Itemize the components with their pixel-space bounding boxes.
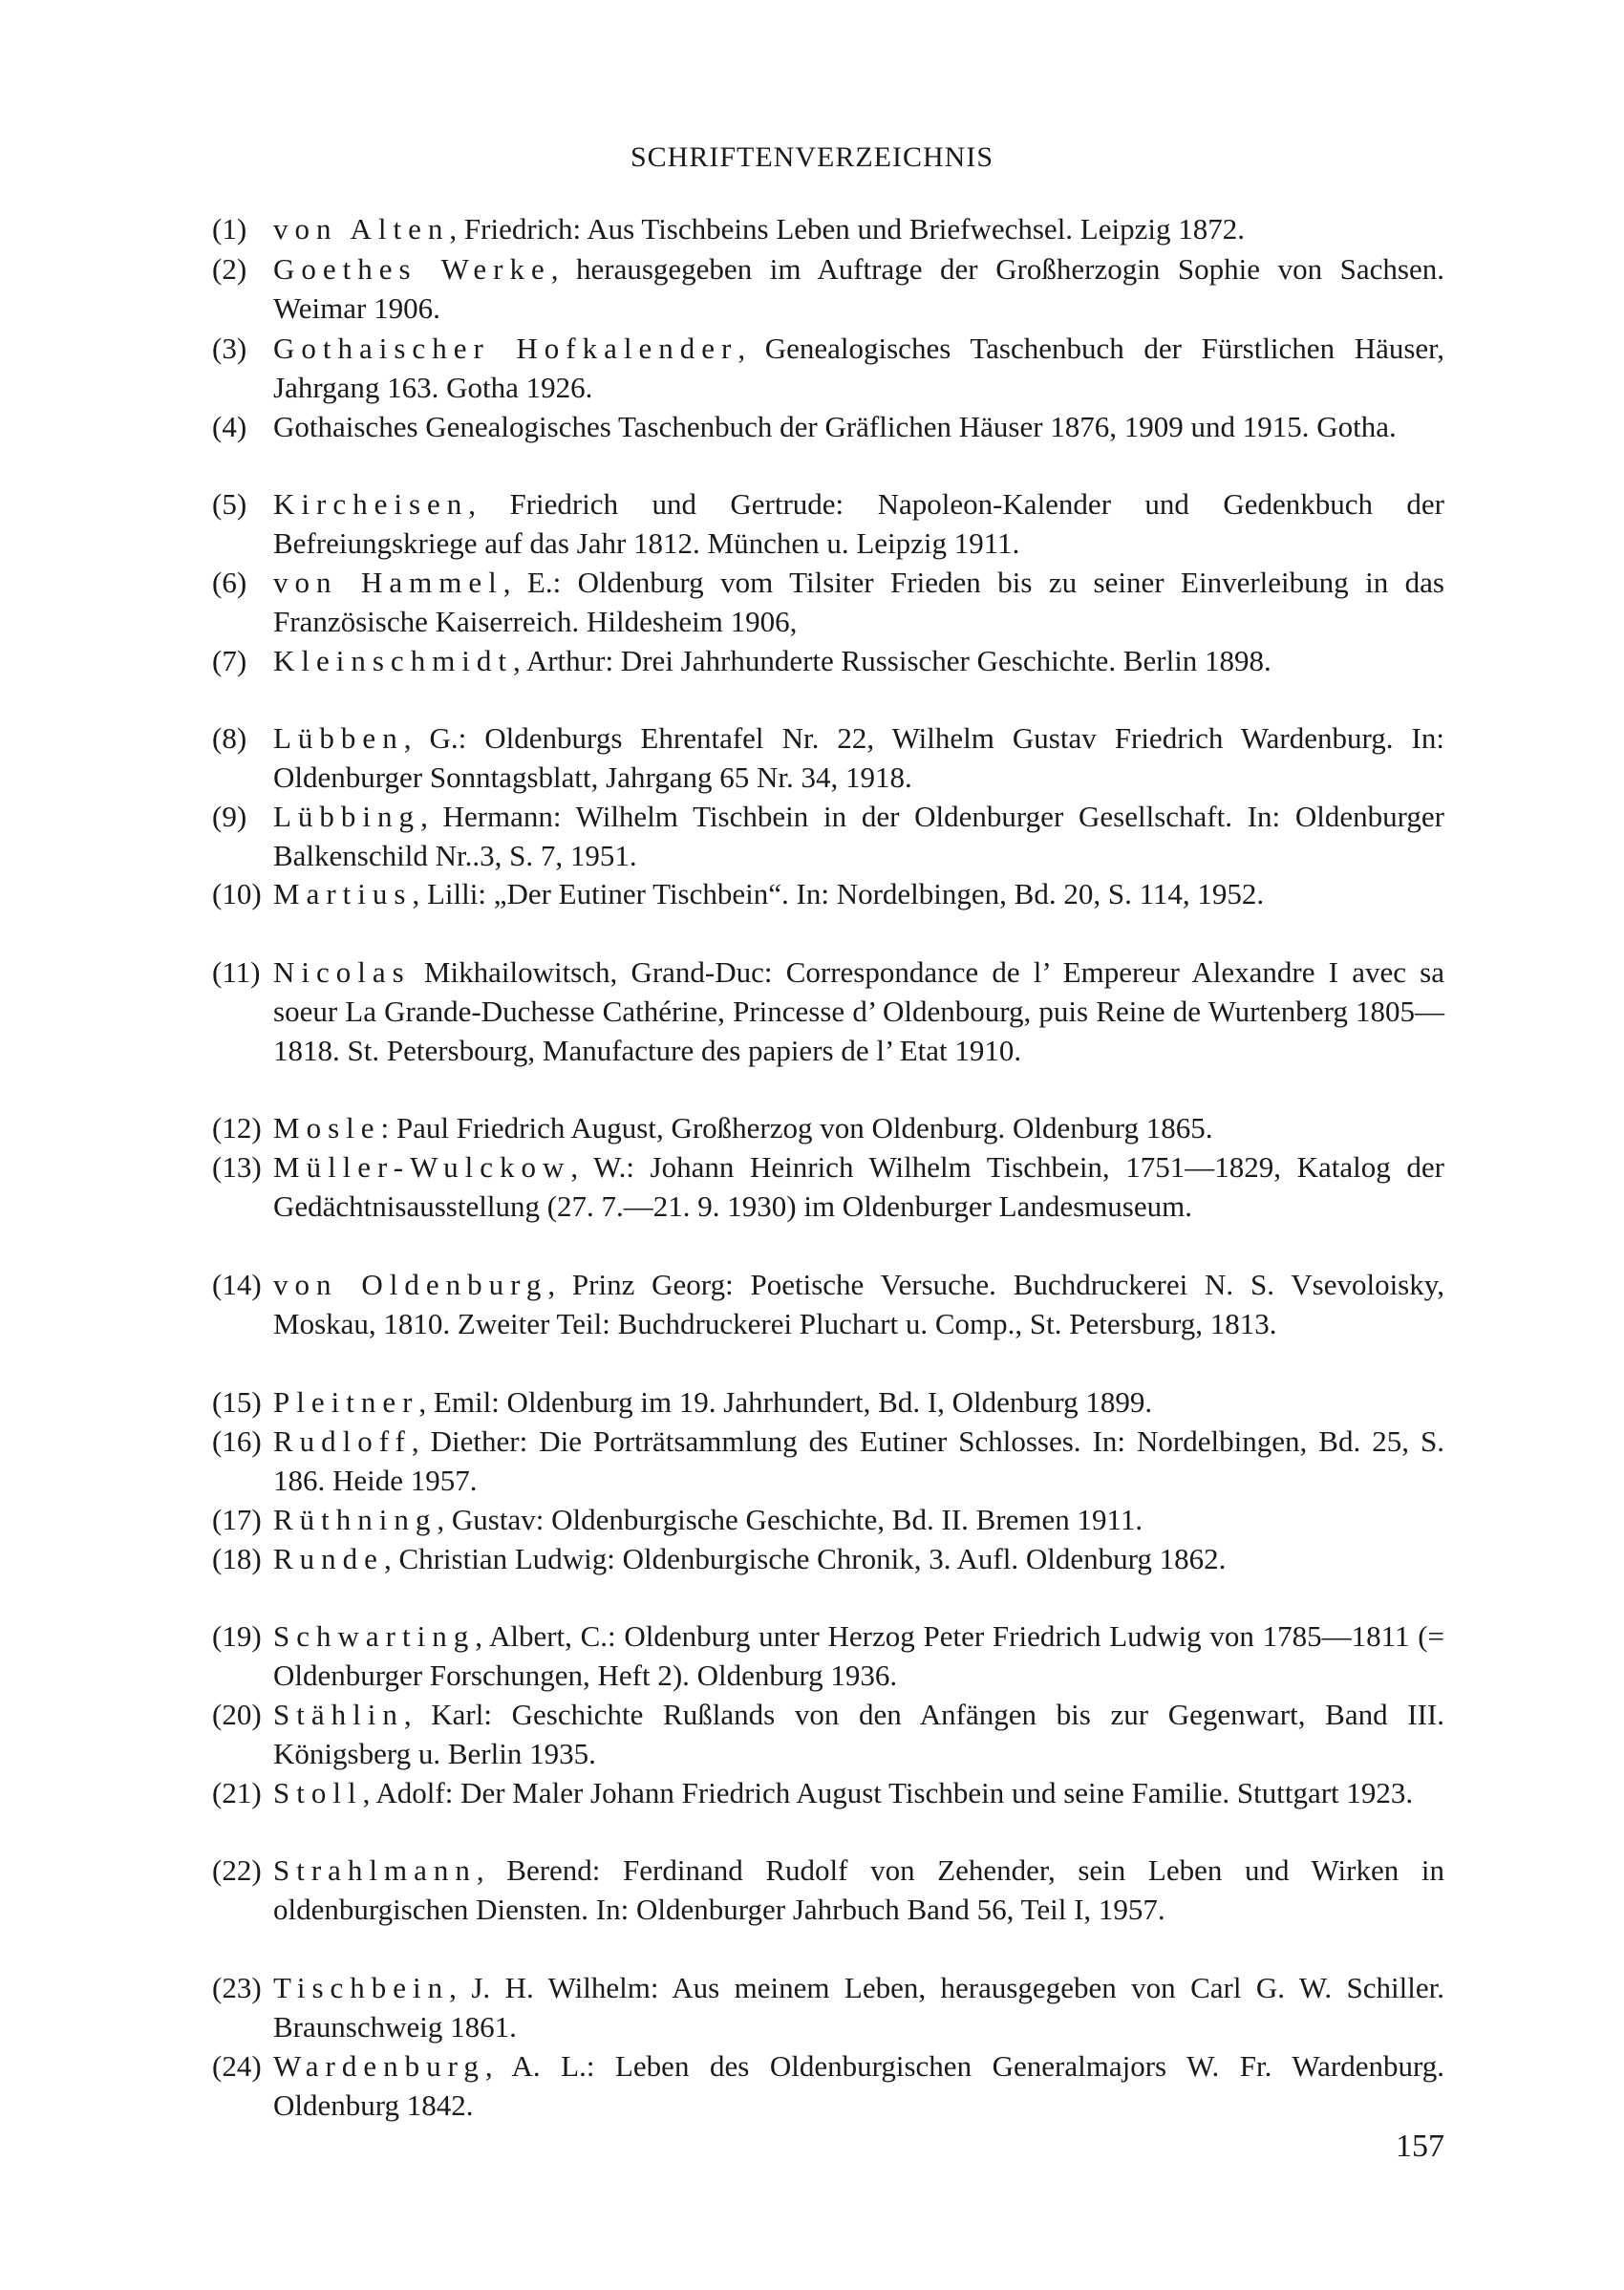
reference-author: Mosle [273,1111,381,1145]
reference-author: Kleinschmidt [273,644,514,677]
reference-item [212,718,1444,797]
reference-item [212,641,1444,680]
reference-detail: , E.: Oldenburg vom Tilsiter Frieden bis zu seiner Einverleibung in das Französische Kaiserreich. Hildesheim 1906, [273,566,1444,638]
reference-text [273,329,1444,407]
reference-item [212,1108,1444,1147]
reference-detail: , W.: Johann Heinrich Wilhelm Tischbein, 1751—1829, Katalog der Gedächtnisausstellung (27. 7.—21. 9. 1930) im Oldenburger Landesmuseum. [273,1150,1444,1223]
reference-detail: , G.: Oldenburgs Ehrentafel Nr. 22, Wilhelm Gustav Friedrich Wardenburg. In: Oldenburger Sonntagsblatt, Jahrgang 65 Nr. 34, 1918. [273,721,1444,794]
reference-text [273,641,1444,680]
reference-number: (13) [212,1150,262,1184]
reference-number: (20) [212,1698,262,1731]
reference-number: (6) [212,566,247,599]
reference-text [273,1695,1444,1773]
reference-number: (3) [212,332,247,365]
reference-detail: , Friedrich und Gertrude: Napoleon-Kalender und Gedenkbuch der Befreiungskriege auf das Jahr 1812. München u. Leipzig 1911. [273,487,1444,560]
reference-item [212,1382,1444,1422]
reference-text [273,1265,1444,1343]
reference-detail: , Friedrich: Aus Tischbeins Leben und Briefwechsel. Leipzig 1872. [449,212,1245,246]
reference-item [212,1851,1444,1929]
reference-item [212,952,1444,1070]
page-number: 157 [1396,2129,1444,2164]
reference-text [273,1968,1444,2046]
reference-text [273,1108,1444,1147]
reference-text [273,1422,1444,1500]
reference-item [212,1968,1444,2046]
reference-author: Schwarting [273,1619,476,1653]
reference-item [212,2046,1444,2125]
reference-detail: , Albert, C.: Oldenburg unter Herzog Peter Friedrich Ludwig von 1785—1811 (= Oldenburger Forschungen, Heft 2). Oldenburg 1936. [273,1619,1444,1692]
reference-text [273,1616,1444,1695]
reference-author: von Hammel [273,566,503,599]
reference-number: (11) [212,955,261,989]
reference-item [212,249,1444,328]
reference-detail: , Christian Ludwig: Oldenburgische Chronik, 3. Aufl. Oldenburg 1862. [383,1542,1227,1575]
reference-author: Lübbing [273,800,421,833]
reference-number: (4) [212,410,247,443]
reference-item [212,1147,1444,1226]
reference-number: (12) [212,1111,262,1145]
reference-text [273,407,1444,446]
reference-number: (16) [212,1424,262,1458]
reference-detail: , Lilli: „Der Eutiner Tischbein“. In: Nordelbingen, Bd. 20, S. 114, 1952. [412,877,1265,910]
reference-number: (22) [212,1853,262,1887]
reference-author: Rüthning [273,1503,438,1536]
reference-number: (10) [212,877,262,910]
reference-detail: , Emil: Oldenburg im 19. Jahrhundert, Bd. I, Oldenburg 1899. [418,1385,1153,1419]
reference-author: Pleitner [273,1385,419,1419]
reference-author: Stoll [273,1776,363,1809]
reference-detail: , Gustav: Oldenburgische Geschichte, Bd. II. Bremen 1911. [437,1503,1143,1536]
reference-author: Lübben [273,721,404,755]
reference-item [212,563,1444,641]
reference-item [212,797,1444,875]
reference-detail: , Diether: Die Porträtsammlung des Eutiner Schlosses. In: Nordelbingen, Bd. 25, S. 186. Heide 1957. [273,1424,1444,1497]
reference-number: (17) [212,1503,262,1536]
reference-item [212,407,1444,446]
reference-author: Stählin [273,1698,404,1731]
reference-detail: , Adolf: Der Maler Johann Friedrich August Tischbein und seine Familie. Stuttgart 1923. [362,1776,1414,1809]
reference-author: Tischbein [273,1971,450,2004]
reference-author: Goethes Werke [273,252,551,286]
reference-author: Martius [273,877,413,910]
reference-author: von Alten [273,212,450,246]
reference-text [273,1851,1444,1929]
reference-text [273,1382,1444,1422]
reference-number: (24) [212,2049,262,2083]
reference-text [273,1147,1444,1226]
reference-item [212,1265,1444,1343]
reference-text [273,2046,1444,2125]
reference-item [212,1539,1444,1578]
reference-text [273,718,1444,797]
reference-number: (8) [212,721,247,755]
reference-detail: , Hermann: Wilhelm Tischbein in der Oldenburger Gesellschaft. In: Oldenburger Balkenschild Nr..3, S. 7, 1951. [273,800,1444,872]
reference-detail: , Genealogisches Taschenbuch der Fürstlichen Häuser, Jahrgang 163. Gotha 1926. [273,332,1445,404]
reference-number: (15) [212,1385,262,1419]
reference-number: (5) [212,487,247,521]
reference-item [212,484,1444,563]
reference-number: (21) [212,1776,262,1809]
reference-item [212,874,1444,913]
reference-text [273,563,1444,641]
reference-text [273,797,1444,875]
reference-text [273,952,1444,1070]
page-title: SCHRIFTENVERZEICHNIS [630,141,994,173]
reference-detail: Gothaisches Genealogisches Taschenbuch der Gräflichen Häuser 1876, 1909 und 1915. Gotha. [273,410,1397,443]
reference-text [273,1500,1444,1539]
reference-author: Runde [273,1542,384,1575]
reference-number: (2) [212,252,247,286]
reference-author: Wardenburg [273,2049,485,2083]
reference-detail: , Prinz Georg: Poetische Versuche. Buchdruckerei N. S. Vsevoloisky, Moskau, 1810. Zweiter Teil: Buchdruckerei Pluchart u. Comp., St. Petersburg, 1813. [273,1268,1444,1340]
reference-number: (14) [212,1268,262,1301]
reference-text [273,484,1444,563]
reference-item [212,1773,1444,1812]
reference-detail: , Karl: Geschichte Rußlands von den Anfängen bis zur Gegenwart, Band III. Königsberg u. Berlin 1935. [273,1698,1444,1770]
reference-author: Strahlmann [273,1853,477,1887]
reference-author: Nicolas [273,955,411,989]
reference-detail: , Arthur: Drei Jahrhunderte Russischer Geschichte. Berlin 1898. [513,644,1271,677]
reference-number: (18) [212,1542,262,1575]
reference-author: Gothaischer Hofkalender [273,332,738,365]
reference-item [212,1616,1444,1695]
reference-detail: : Paul Friedrich August, Großherzog von Oldenburg. Oldenburg 1865. [380,1111,1213,1145]
reference-item [212,329,1444,407]
reference-number: (9) [212,800,247,833]
reference-author: von Oldenburg [273,1268,548,1301]
reference-text [273,1773,1444,1812]
reference-item [212,1695,1444,1773]
reference-detail: , J. H. Wilhelm: Aus meinem Leben, herausgegeben von Carl G. W. Schiller. Braunschweig 1861. [273,1971,1444,2044]
reference-text [273,249,1444,328]
reference-number: (7) [212,644,247,677]
reference-text [273,1539,1444,1578]
reference-detail: Mikhailowitsch, Grand-Duc: Correspondance de l’ Empereur Alexandre I avec sa soeur La Grande-Duchesse Cathérine, Princesse d’ Oldenbourg, puis Reine de Wurtenberg 1805—1818. St. Petersbourg, Manufacture des papiers de l’ Etat 1910. [273,955,1444,1067]
reference-author: Kircheisen [273,487,469,521]
reference-text [273,209,1444,248]
reference-item [212,209,1444,248]
reference-detail: , Berend: Ferdinand Rudolf von Zehender, sein Leben und Wirken in oldenburgischen Diensten. In: Oldenburger Jahrbuch Band 56, Teil I, 1957. [273,1853,1444,1926]
reference-detail: , herausgegeben im Auftrage der Großherzogin Sophie von Sachsen. Weimar 1906. [273,252,1444,325]
reference-number: (19) [212,1619,262,1653]
reference-number: (23) [212,1971,262,2004]
reference-number: (1) [212,212,247,246]
reference-author: Rudloff [273,1424,412,1458]
reference-text [273,874,1444,913]
reference-item [212,1422,1444,1500]
reference-detail: , A. L.: Leben des Oldenburgischen Generalmajors W. Fr. Wardenburg. Oldenburg 1842. [273,2049,1444,2122]
reference-item [212,1500,1444,1539]
reference-author: Müller-Wulckow [273,1150,571,1184]
